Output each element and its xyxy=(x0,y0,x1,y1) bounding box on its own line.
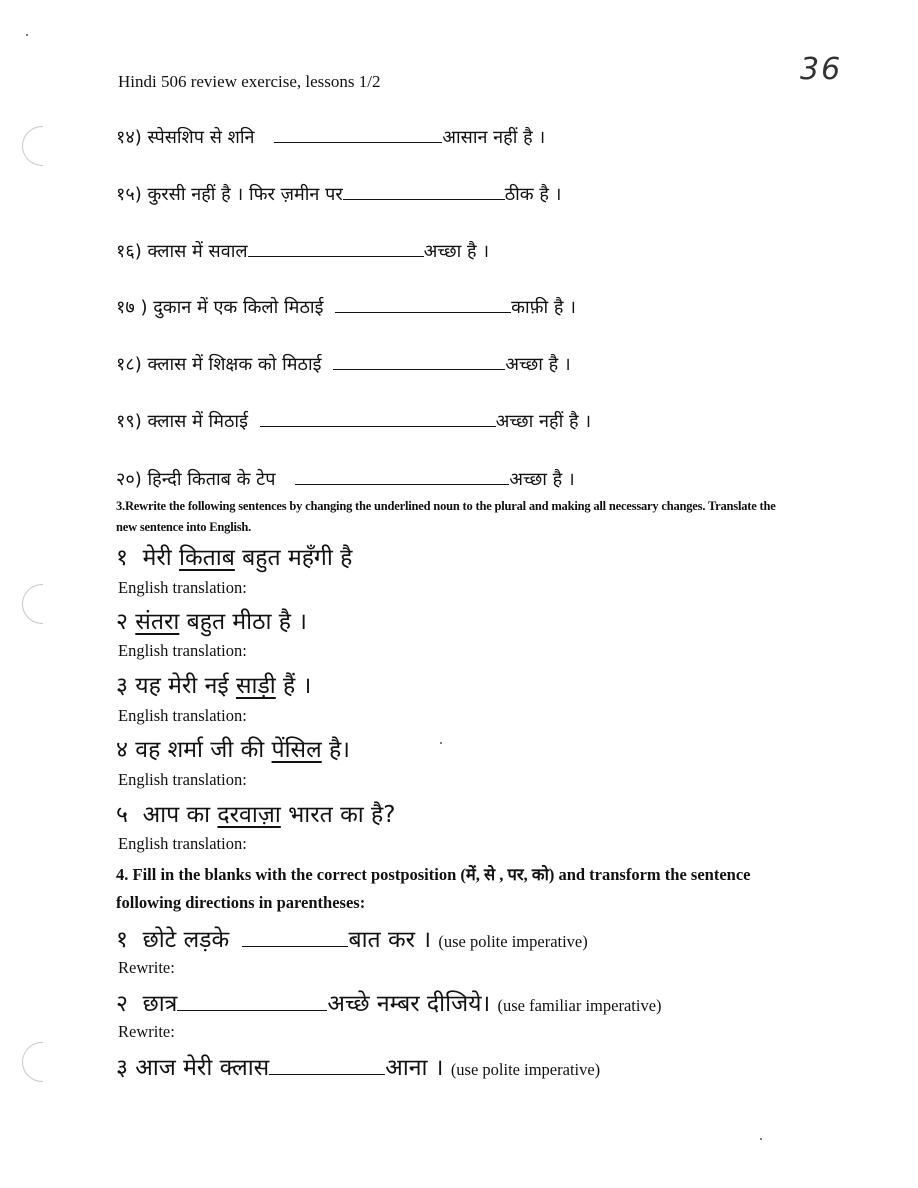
sentence-prefix: वह शर्मा जी की xyxy=(135,737,265,763)
answer-blank[interactable] xyxy=(177,987,327,1011)
speck xyxy=(760,1138,762,1140)
sentence-after-blank: बात कर । xyxy=(348,927,432,953)
english-translation-label: English translation: xyxy=(118,770,247,789)
answer-blank[interactable] xyxy=(269,1051,385,1075)
answer-blank[interactable] xyxy=(343,181,505,200)
item-number: १६) xyxy=(116,241,142,262)
answer-blank[interactable] xyxy=(274,124,442,143)
rewrite-sentence-1 xyxy=(116,540,352,572)
item-number: १५) xyxy=(116,184,142,205)
section-3-instructions: 3.Rewrite the following sentences by changing the underlined noun to the plural and making all necessary changes. Translate the new sentence into English. xyxy=(116,499,776,534)
exercise-item-15 xyxy=(116,181,561,206)
item-text-after: अच्छा है । xyxy=(423,241,490,262)
underlined-noun: किताब xyxy=(179,545,235,571)
transform-sentence-2 xyxy=(116,986,662,1018)
section-4-instructions: 4. Fill in the blanks with the correct postposition (में, से , पर, को) and transform the sentence following directions in parentheses: xyxy=(116,865,751,912)
transform-sentence-3 xyxy=(116,1050,600,1082)
direction-hint: (use polite imperative) xyxy=(438,932,588,951)
english-translation-label: English translation: xyxy=(118,834,247,853)
item-text-before: स्पेसशिप से शनि xyxy=(147,127,255,148)
item-text-after: अच्छा नहीं है । xyxy=(495,411,592,432)
item-number: ३ xyxy=(116,1055,128,1081)
item-text-after: ठीक है । xyxy=(504,184,562,205)
speck xyxy=(440,742,442,744)
sentence-after-blank: अच्छे नम्बर दीजिये। xyxy=(327,991,491,1017)
handwritten-page-number: 36 xyxy=(800,52,843,87)
answer-blank[interactable] xyxy=(242,923,348,947)
english-translation-label: English translation: xyxy=(118,578,247,597)
item-number: २०) xyxy=(116,469,142,490)
answer-blank[interactable] xyxy=(260,408,496,427)
item-text-after: अच्छा है । xyxy=(505,354,571,375)
item-text-before: क्लास में सवाल xyxy=(147,241,248,262)
answer-blank[interactable] xyxy=(333,351,505,370)
item-text-after: आसान नहीं है । xyxy=(442,127,546,148)
item-text-before: क्लास में शिक्षक को मिठाई xyxy=(147,354,322,375)
item-text-after: अच्छा है । xyxy=(509,469,575,490)
item-text-before: दुकान में एक किलो मिठाई xyxy=(153,297,324,318)
punch-hole-bottom xyxy=(22,1042,43,1082)
item-number: १७ ) xyxy=(116,297,148,318)
worksheet-title: Hindi 506 review exercise, lessons 1/2 xyxy=(118,72,381,91)
punch-hole-top xyxy=(22,126,43,166)
exercise-item-17 xyxy=(116,294,576,319)
sentence-prefix: मेरी xyxy=(142,545,172,571)
rewrite-sentence-5 xyxy=(116,797,395,829)
speck xyxy=(26,34,28,36)
exercise-item-19 xyxy=(116,408,591,433)
sentence-suffix: बहुत महँगी है xyxy=(242,545,353,571)
item-number: ५ xyxy=(116,802,128,828)
direction-hint: (use polite imperative) xyxy=(450,1060,601,1079)
sentence-before-blank: आज मेरी क्लास xyxy=(135,1055,270,1081)
sentence-suffix: हैं । xyxy=(283,673,312,699)
rewrite-sentence-2 xyxy=(116,604,307,636)
exercise-item-14 xyxy=(116,124,545,149)
item-number: १४) xyxy=(116,127,142,148)
sentence-prefix: यह मेरी नई xyxy=(135,673,236,699)
item-number: ३ xyxy=(116,673,128,699)
rewrite-sentence-3 xyxy=(116,668,311,700)
exercise-item-18 xyxy=(116,351,571,376)
english-translation-label: English translation: xyxy=(118,641,247,660)
answer-blank[interactable] xyxy=(295,466,509,485)
sentence-after-blank: आना । xyxy=(385,1055,444,1081)
exercise-item-16 xyxy=(116,238,489,263)
rewrite-label: Rewrite: xyxy=(118,958,175,977)
item-number: १९) xyxy=(116,411,142,432)
transform-sentence-1 xyxy=(116,922,588,954)
item-text-before: हिन्दी किताब के टेप xyxy=(147,469,276,490)
item-number: २ xyxy=(116,991,128,1017)
sentence-before-blank: छोटे लड़के xyxy=(142,927,230,953)
answer-blank[interactable] xyxy=(335,294,511,313)
item-number: १ xyxy=(116,545,128,571)
sentence-suffix: भारत का है? xyxy=(288,802,396,828)
underlined-noun: दरवाज़ा xyxy=(217,802,281,828)
item-number: २ xyxy=(116,609,128,635)
item-text-before: क्लास में मिठाई xyxy=(147,411,248,432)
sentence-prefix: आप का xyxy=(142,802,218,828)
exercise-item-20 xyxy=(116,466,575,491)
underlined-noun: साड़ी xyxy=(235,673,276,699)
item-number: ४ xyxy=(116,737,128,763)
item-text-after: काफ़ी है । xyxy=(511,297,576,318)
item-number: १ xyxy=(116,927,128,953)
item-text-before: कुरसी नहीं है । फिर ज़मीन पर xyxy=(147,184,343,205)
answer-blank[interactable] xyxy=(248,238,424,257)
rewrite-label: Rewrite: xyxy=(118,1022,175,1041)
underlined-noun: संतरा xyxy=(135,609,180,635)
sentence-suffix: है। xyxy=(329,737,350,763)
sentence-suffix: बहुत मीठा है । xyxy=(186,609,307,635)
direction-hint: (use familiar imperative) xyxy=(497,996,662,1015)
english-translation-label: English translation: xyxy=(118,706,247,725)
rewrite-sentence-4 xyxy=(116,732,350,764)
item-number: १८) xyxy=(116,354,142,375)
punch-hole-middle xyxy=(22,584,43,624)
sentence-before-blank: छात्र xyxy=(142,991,178,1017)
underlined-noun: पेंसिल xyxy=(271,737,322,763)
